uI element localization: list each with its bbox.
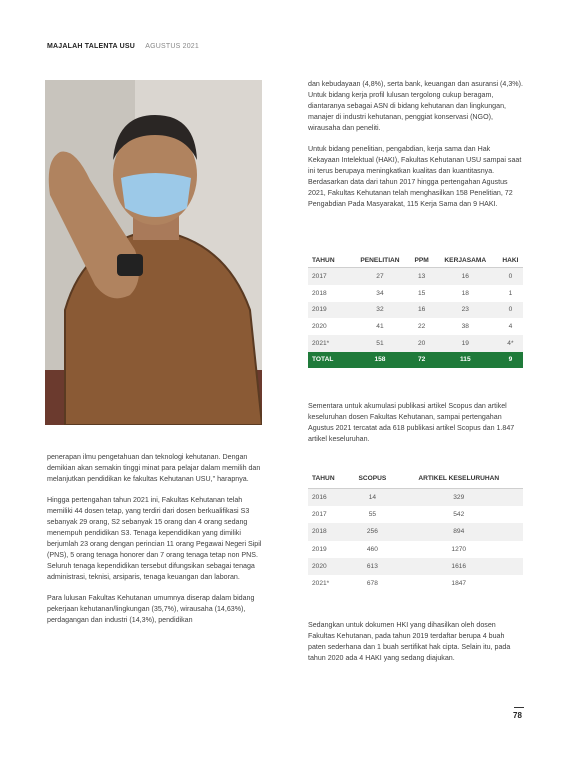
research-table (308, 253, 523, 368)
table-header: ARTIKEL KESELURUHAN (395, 468, 523, 489)
table-header: PPM (411, 253, 433, 268)
paragraph: Untuk bidang penelitian, pengabdian, kerja sama dan Hak Kekayaan Intelektual (HAKI), Fakultas Kehutanan USU sampai saat ini terus berupaya meningkatkan kualitas dan kuantitasnya. Berdasarkan data dari tahun 2017 hingga pertengahan Agustus 2021, Fakultas Kehutanan telah menghasilkan 158 Penelitian, 72 Pengabdian Pada Masyarakat, 115 Kerja Sama dan 9 HAKI. (308, 145, 522, 208)
paragraph: Hingga pertengahan tahun 2021 ini, Fakultas Kehutanan telah memiliki 44 dosen tetap, yang terdiri dari dosen berkualifikasi S3 sebanyak 29 orang, S2 sebanyak 15 orang dan 4 orang sedang menempuh pendidikan S3. Tenaga kependidikan yang dimiliki berjumlah 23 orang dengan perincian 11 orang Pegawai Negeri Sipil (PNS), 5 orang tenaga honorer dan 7 orang tenaga tetap non PNS. Seluruh tenaga kependidikan tersebut difungsikan sebagai tenaga administrasi, teknisi, arsiparis, tenaga keuangan dan laboran. (47, 496, 262, 581)
table-cell: 329 (395, 489, 523, 507)
table-cell: 542 (453, 511, 465, 519)
page-number: 78 (513, 711, 522, 720)
paragraph-block (308, 401, 523, 455)
table-cell: 4 (508, 323, 513, 331)
table-cell: 2018 (312, 289, 327, 297)
table-cell: 2017 (312, 511, 327, 519)
table-cell: 0 (498, 268, 523, 285)
table-cell: 2021* (308, 335, 349, 352)
table-cell: 2020 (308, 558, 350, 575)
table-cell: 2020 (312, 323, 327, 331)
issue-date: AGUSTUS 2021 (145, 43, 199, 50)
table-header: TAHUN (308, 253, 349, 268)
table-row (308, 302, 523, 319)
table-cell: 2016 (308, 489, 350, 507)
paragraph: dan kebudayaan (4,8%), serta bank, keuangan dan asuransi (4,3%). Untuk bidang kerja profil lulusan tergolong cukup beragam, diantaranya sebagai ASN di bidang kehutanan dan lingkungan, manajer di industri kehutanan, penggiat konservasi (NGO), wirausaha dan peneliti. (308, 80, 523, 132)
table-cell: 18 (461, 289, 469, 297)
paragraph: penerapan ilmu pengetahuan dan teknologi kehutanan. Dengan demikian akan semakin tinggi minat para pelajar dalam memilih dan melanjutkan pendidikan ke fakultas Kehutanan USU," harapnya. (47, 453, 261, 483)
table-row (308, 541, 523, 558)
table-row (308, 523, 523, 540)
table-header: KERJASAMA (433, 253, 498, 268)
table-row (308, 335, 523, 352)
page-header (47, 43, 199, 50)
table-header: HAKI (498, 253, 523, 268)
table-cell: 894 (395, 523, 523, 540)
table-cell: 15 (417, 289, 426, 297)
table-cell: 4* (498, 335, 523, 352)
table-cell: 23 (433, 302, 498, 319)
table-cell: 14 (350, 489, 394, 507)
page-number-rule (514, 707, 524, 708)
paragraph: Sedangkan untuk dokumen HKI yang dihasilkan oleh dosen Fakultas Kehutanan, pada tahun 2019 terdaftar berupa 4 buah paten sederhana dan 1 buah sertifikat hak cipta. Selain itu, pada tahun 2020 ada 4 HAKI yang sedang diajukan. (308, 621, 511, 662)
table-cell: 38 (461, 323, 469, 331)
left-column (47, 452, 265, 636)
table-cell: 9 (498, 352, 523, 368)
table-cell: 19 (433, 335, 498, 352)
table-cell: 678 (366, 580, 378, 588)
magazine-title: MAJALAH TALENTA USU (47, 43, 136, 50)
table-cell: 13 (411, 268, 433, 285)
table-cell: 1270 (451, 545, 467, 553)
table-cell: 256 (350, 523, 394, 540)
table-cell: 2017 (308, 268, 349, 285)
paragraph: Para lulusan Fakultas Kehutanan umumnya diserap dalam bidang pekerjaan kehutanan/lingkungan (35,7%), wirausaha (14,63%), perdagangan dan industri (14,3%), pendidikan (47, 593, 255, 624)
table-cell: 16 (411, 302, 433, 319)
table-cell: 32 (349, 302, 410, 319)
table-cell: TOTAL (308, 352, 349, 368)
table-cell: 27 (349, 268, 410, 285)
table-row (308, 506, 523, 523)
table-row (308, 489, 523, 507)
table-total-row (308, 352, 523, 368)
table-cell: 34 (376, 289, 384, 297)
table-cell: 20 (411, 335, 433, 352)
table-cell: 16 (433, 268, 498, 285)
table-cell: 158 (349, 352, 410, 368)
paragraph: Sementara untuk akumulasi publikasi artikel Scopus dan artikel keseluruhan dosen Fakultas Kehutanan, sampai pertengahan Agustus 2021 tercatat ada 618 publikasi artikel Scopus dan 1.847 artikel keseluruhan. (308, 402, 515, 443)
table-cell: 2019 (312, 545, 327, 553)
table-cell: 72 (411, 352, 433, 368)
paragraph-block (308, 620, 523, 674)
table-cell: 55 (368, 511, 377, 519)
table-cell: 460 (366, 545, 378, 553)
table-cell: 2021* (312, 580, 330, 588)
table-cell: 1616 (395, 558, 523, 575)
table-row (308, 268, 523, 285)
table-cell: 115 (433, 352, 498, 368)
table-cell: 41 (376, 323, 384, 331)
right-column (308, 79, 523, 220)
table-cell: 0 (498, 302, 523, 319)
table-cell: 2019 (308, 302, 349, 319)
table-row (308, 318, 523, 335)
table-row (308, 285, 523, 302)
table-header: PENELITIAN (349, 253, 410, 268)
table-header: TAHUN (308, 468, 350, 489)
table-cell: 1 (508, 289, 513, 297)
table-row (308, 558, 523, 575)
portrait-photo (45, 80, 262, 425)
table-header: SCOPUS (350, 468, 394, 489)
table-cell: 22 (417, 323, 426, 331)
table-cell: 51 (349, 335, 410, 352)
table-row (308, 575, 523, 592)
table-cell: 1847 (451, 580, 467, 588)
table-cell: 613 (350, 558, 394, 575)
table-cell: 2018 (308, 523, 350, 540)
publication-table (308, 468, 523, 592)
